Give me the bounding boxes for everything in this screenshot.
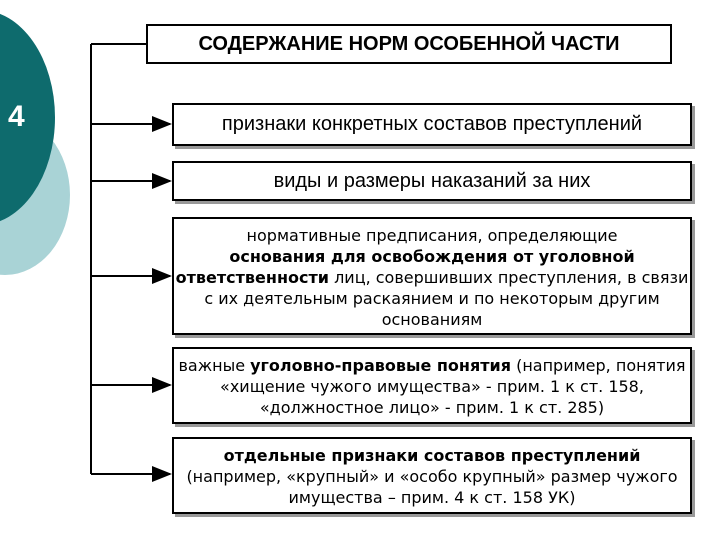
item-box-3 bbox=[172, 217, 692, 335]
diagram-title: СОДЕРЖАНИЕ НОРМ ОСОБЕННОЙ ЧАСТИ bbox=[146, 24, 672, 64]
item-5-bold: отдельные признаки составов преступлений bbox=[223, 446, 641, 465]
item-3-rest: лиц, совершивших преступления, в связи с их деятельным раскаянием и по некоторым другим основаниям bbox=[204, 268, 689, 329]
item-box-1: признаки конкретных составов преступлений bbox=[172, 103, 692, 146]
item-5-rest: (например, «крупный» и «особо крупный» размер чужого имущества – прим. 4 к ст. 158 УК) bbox=[186, 467, 678, 507]
item-box-2: виды и размеры наказаний за них bbox=[172, 161, 692, 201]
item-box-5 bbox=[172, 437, 692, 514]
item-4-rest: (например, понятия «хищение чужого имущества» - прим. 1 к ст. 158, «должностное лицо» - прим. 1 к ст. 285) bbox=[220, 356, 686, 417]
item-3-line1: нормативные предписания, определяющие bbox=[246, 226, 618, 245]
item-3-bold: основания для освобождения от уголовной ответственности bbox=[175, 247, 635, 287]
item-box-4 bbox=[172, 347, 692, 424]
slide-number: 4 bbox=[8, 100, 25, 133]
item-4-bold: уголовно-правовые понятия bbox=[250, 356, 511, 375]
item-4-pre: важные bbox=[178, 356, 251, 375]
